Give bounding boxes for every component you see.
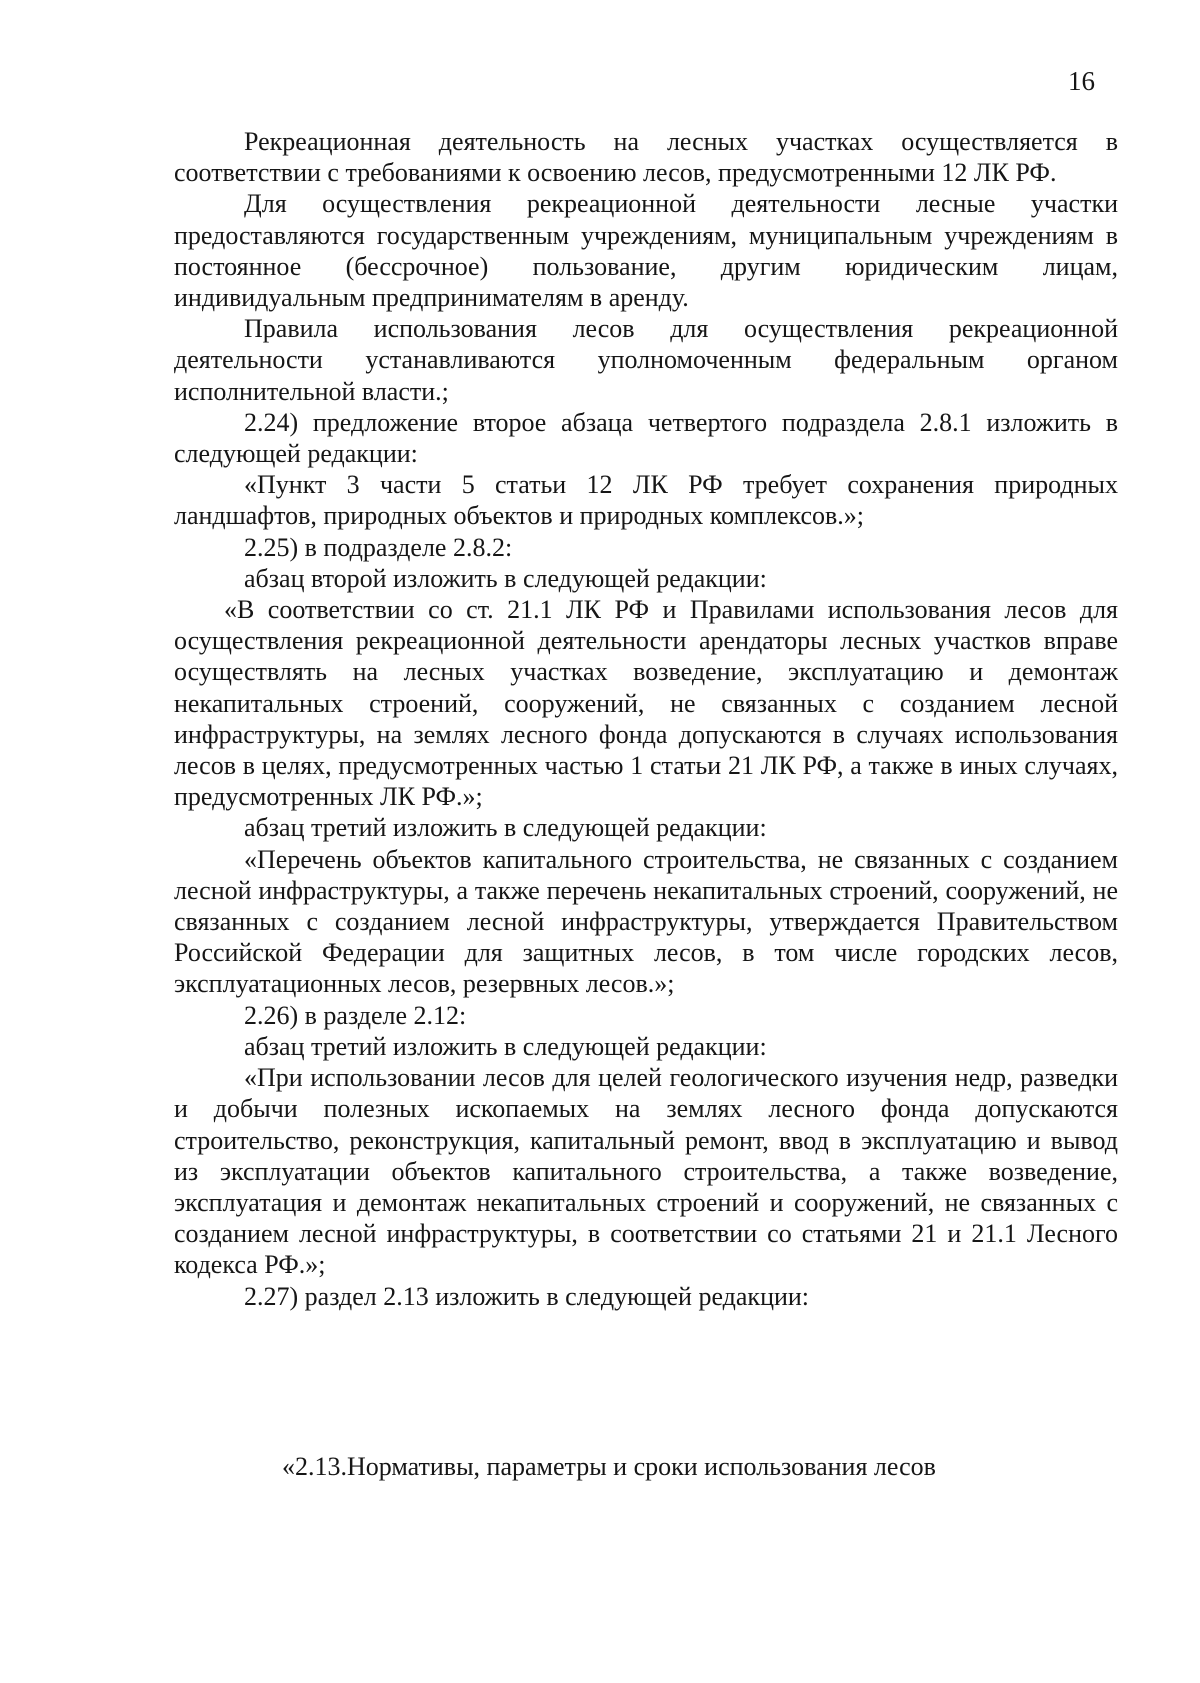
document-body	[174, 126, 1118, 1312]
paragraph-quote-capital-objects: «Перечень объектов капитального строительства, не связанных с созданием лесной инфраструктуры, а также перечень некапитальных строений, сооружений, не связанных с созданием лесной инфраструктуры, утверждается Правительством Российской Федерации для защитных лесов, в том числе городских лесов, эксплуатационных лесов, резервных лесов.»;	[174, 844, 1118, 999]
paragraph-item-2-27: 2.27) раздел 2.13 изложить в следующей редакции:	[244, 1281, 810, 1311]
paragraph-third-subparagraph: абзац третий изложить в следующей редакции:	[244, 813, 767, 843]
paragraph-item-2-26: 2.26) в разделе 2.12:	[244, 1000, 467, 1030]
paragraph-quote-article-21-1: «В соответствии со ст. 21.1 ЛК РФ и Правилами использования лесов для осуществления рекреационной деятельности арендаторы лесных участков вправе осуществлять на лесных участках возведение, эксплуатацию и демонтаж некапитальных строений, сооружений, не связанных с созданием лесной инфраструктуры, на землях лесного фонда допускаются в случаях использования лесов в целях, предусмотренных частью 1 статьи 21 ЛК РФ, а также в иных случаях, предусмотренных ЛК РФ.»;	[174, 595, 1118, 812]
page-number: 16	[1068, 66, 1095, 96]
paragraph-rules-of-use: Правила использования лесов для осуществления рекреационной деятельности устанавливаются уполномоченным федеральным органом исполнительной власти.;	[174, 314, 1118, 406]
paragraph-quote-landscapes: «Пункт 3 части 5 статьи 12 ЛК РФ требует сохранения природных ландшафтов, природных объектов и природных комплексов.»;	[174, 470, 1118, 531]
paragraph-recreation-activity: Рекреационная деятельность на лесных участках осуществляется в соответствии с требованиями к освоению лесов, предусмотренными 12 ЛК РФ.	[174, 127, 1118, 188]
paragraph-land-provision: Для осуществления рекреационной деятельности лесные участки предоставляются государственным учреждениям, муниципальным учреждениям в постоянное (бессрочное) пользование, другим юридическим лицам, индивидуальным предпринимателям в аренду.	[174, 189, 1118, 313]
paragraph-second-subparagraph: абзац второй изложить в следующей редакции:	[244, 563, 767, 593]
section-heading-2-13: «2.13.Нормативы, параметры и сроки использования лесов	[282, 1452, 936, 1481]
paragraph-quote-geological-study: «При использовании лесов для целей геологического изучения недр, разведки и добычи полезных ископаемых на землях лесного фонда допускаются строительство, реконструкция, капитальный ремонт, ввод в эксплуатацию и вывод из эксплуатации объектов капитального строительства, а также возведение, эксплуатация и демонтаж некапитальных строений и сооружений, не связанных с созданием лесной инфраструктуры, в соответствии со статьями 21 и 21.1 Лесного кодекса РФ.»;	[174, 1063, 1118, 1280]
paragraph-item-2-24: 2.24) предложение второе абзаца четвертого подраздела 2.8.1 изложить в следующей редакции:	[174, 407, 1118, 469]
paragraph-third-subparagraph-2-12: абзац третий изложить в следующей редакции:	[244, 1031, 767, 1061]
paragraph-item-2-25: 2.25) в подразделе 2.8.2:	[244, 532, 513, 562]
